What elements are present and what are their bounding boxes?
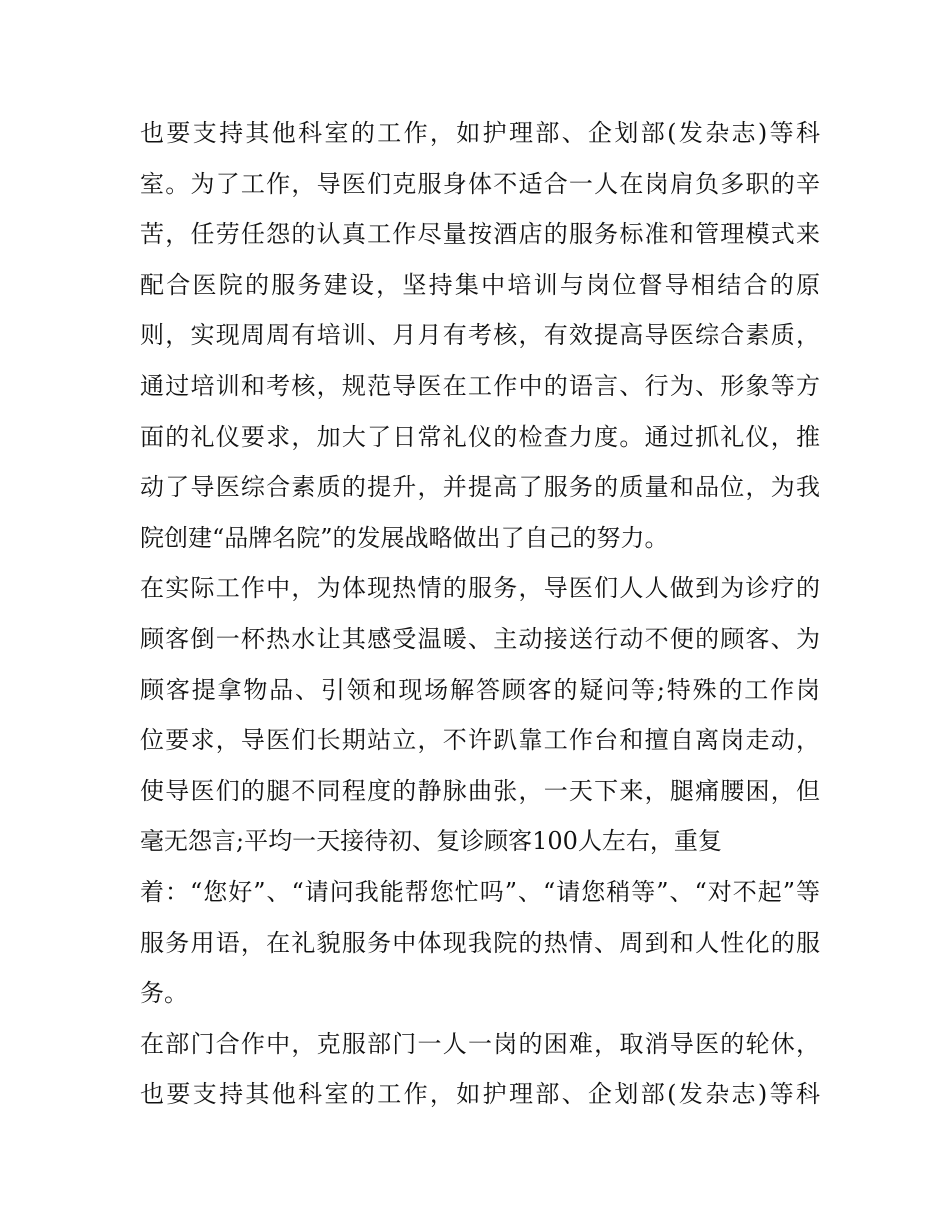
text-line: 动了导医综合素质的提升，并提高了服务的质量和品位，为我 [140,473,820,502]
text-line: 则，实现周周有培训、月月有考核，有效提高导医综合素质， [140,321,820,350]
text-line: 使导医们的腿不同程度的静脉曲张，一天下来，腿痛腰困，但 [140,776,820,805]
text-line: 务。 [140,979,188,1008]
document-body [140,108,820,1120]
text-line: 在实际工作中，为体现热情的服务，导医们人人做到为诊疗的 [140,574,820,603]
text-line: 室。为了工作，导医们克服身体不适合一人在岗肩负多职的辛 [140,169,820,198]
text-line: 也要支持其他科室的工作，如护理部、企划部(发杂志)等科 [140,1080,820,1109]
text-line: 院创建“品牌名院”的发展战略做出了自己的努力。 [140,523,669,552]
text-line: 顾客倒一杯热水让其感受温暖、主动接送行动不便的顾客、为 [140,624,820,653]
text-line: 面的礼仪要求，加大了日常礼仪的检查力度。通过抓礼仪，推 [140,422,820,451]
text-line: 位要求，导医们长期站立，不许趴靠工作台和擅自离岗走动， [140,726,820,755]
text-line: 着：“您好”、“请问我能帮您忙吗”、“请您稍等”、“对不起”等 [140,877,820,906]
text-line: 配合医院的服务建设，坚持集中培训与岗位督导相结合的原 [140,270,820,299]
text-line: 顾客提拿物品、引领和现场解答顾客的疑问等;特殊的工作岗 [140,675,820,704]
text-line: 在部门合作中，克服部门一人一岗的困难，取消导医的轮休， [140,1029,820,1058]
text-line: 苦，任劳任怨的认真工作尽量按酒店的服务标准和管理模式来 [140,220,820,249]
text-line: 也要支持其他科室的工作，如护理部、企划部(发杂志)等科 [140,119,820,147]
text-line: 毫无怨言;平均一天接待初、复诊顾客100人左右，重复 [140,827,722,856]
text-line: 通过培训和考核，规范导医在工作中的语言、行为、形象等方 [140,371,820,400]
text-line: 服务用语，在礼貌服务中体现我院的热情、周到和人性化的服 [140,928,820,957]
